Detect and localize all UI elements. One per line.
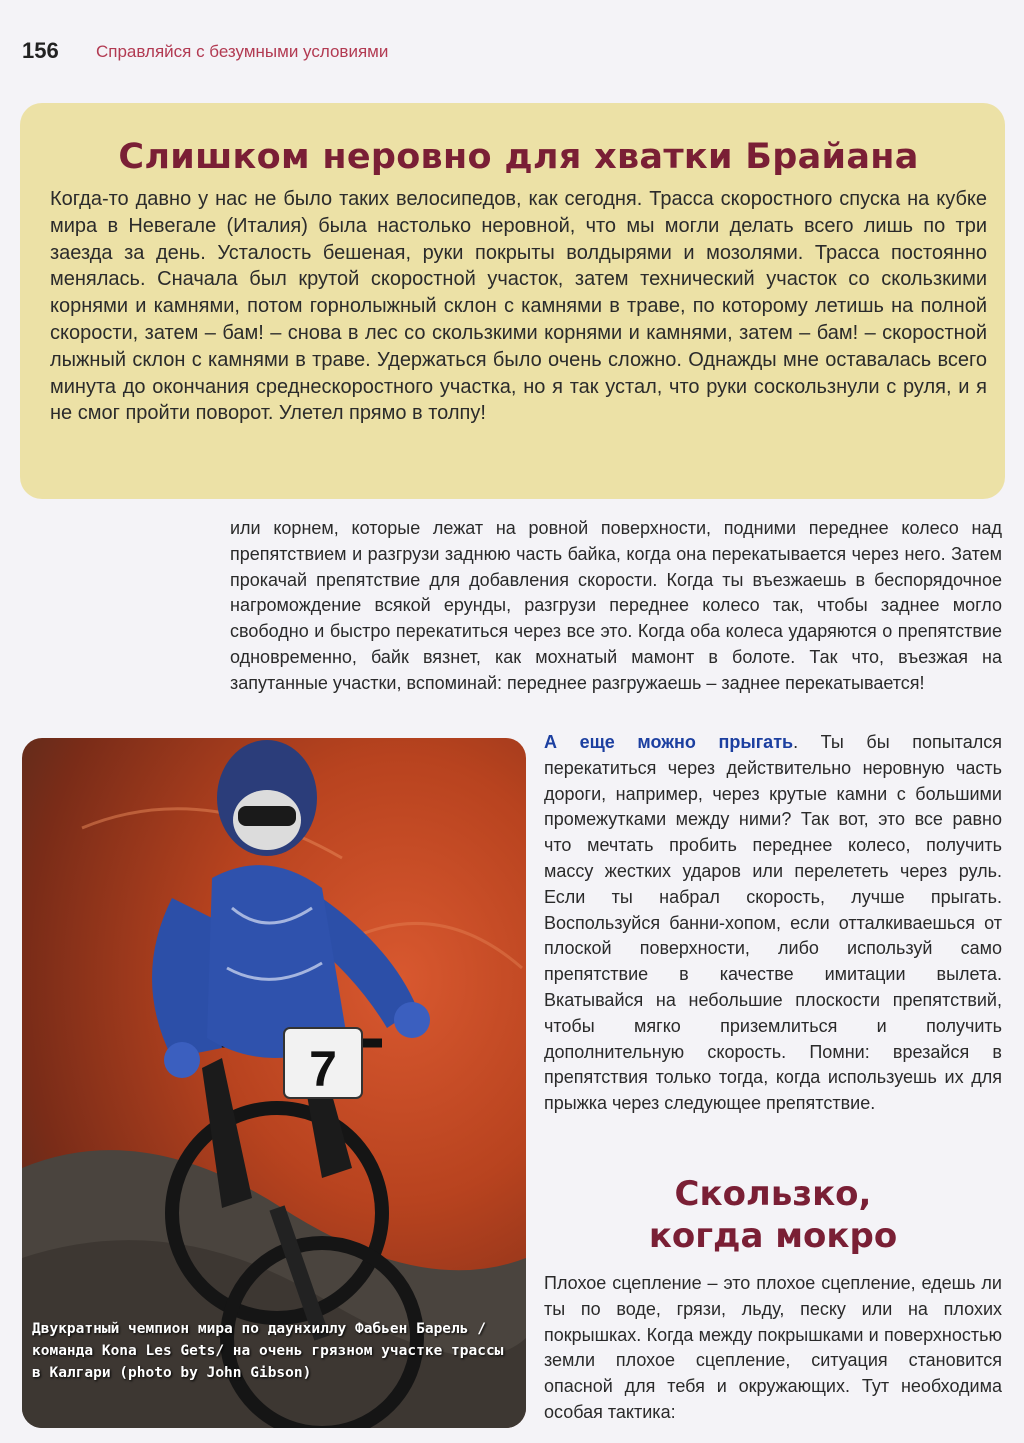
wet-title-line-2: когда мокро [648,1216,898,1256]
sidebar-box [20,103,1005,499]
jump-section-body: . Ты бы попытался перекатиться через действительно неровную часть дороги, например, через крутые камни с большими промежутками между ними? Так вот, это все равно что мечтать пробить переднее колесо, получить массу жестких ударов или перелететь через руль. Если ты набрал скорость, лучше прыгать. Воспользуйся банни-хопом, если отталкиваешься от плоской поверхности, либо используй само препятствие в качестве имитации вылета. Вкатывайся на небольшие плоскости препятствий, чтобы мягко приземлиться и получить дополнительную скорость. Помни: врезайся в препятствия только тогда, когда используешь их для прыжка через следующее препятствие. [544,732,1002,1114]
rider-photo [22,738,526,1428]
jump-section-text [544,730,1002,1117]
running-title: Справляйся с безумными условиями [96,42,389,61]
photo-caption: Двукратный чемпион мира по даунхиллу Фабьен Барель /команда Kona Les Gets/ на очень грязном участке трассы в Калгари (photo by John Gibson) [32,1321,504,1381]
sidebar-title: Слишком неровно для хватки Брайана [118,137,919,177]
main-text-top: или корнем, которые лежат на ровной поверхности, подними переднее колесо над препятствием и разгрузи заднюю часть байка, когда она перекатывается через него. Затем прокачай препятствие для добавления скорости. Когда ты въезжаешь в беспорядочное нагромождение всякой ерунды, разгрузи переднее колесо так, чтобы заднее могло свободно и быстро перекатиться через все это. Когда оба колеса ударяются о препятствие одновременно, байк вязнет, как мохнатый мамонт в болоте. Так что, въезжая на запутанные участки, вспоминай: переднее разгружаешь – заднее перекатывается! [230,518,1002,693]
wet-section-body: Плохое сцепление – это плохое сцепление, едешь ли ты по воде, грязи, льду, песку или на плохих покрышках. Когда между покрышками и поверхностью земли плохое сцепление, ситуация становится опасной для тебя и окружающих. Тут необходима особая тактика: [544,1273,1002,1422]
sidebar-body: Когда-то давно у нас не было таких велосипедов, как сегодня. Трасса скоростного спуска на кубке мира в Невегале (Италия) была настолько неровной, что мы могли делать всего лишь по три заезда за день. Усталость бешеная, руки покрыты волдырями и мозолями. Трасса постоянно менялась. Сначала был крутой скоростной участок, затем технический участок со скользкими корнями и камнями, потом горнолыжный склон с камнями в траве, по которому летишь на полной скорости, затем – бам! – снова в лес со скользкими корнями и камнями, затем – бам! – скоростной лыжный склон с камнями в траве. Удержаться было очень сложно. Однажды мне оставалась всего минута до окончания среднескоростного участка, но я так устал, что руки соскользнули с руля, и я не смог пройти поворот. Улетел прямо в толпу! [50,188,987,425]
wet-section-title [544,1173,1002,1257]
jump-section-lead: А еще можно прыгать [544,732,794,752]
page-number: 156 [22,38,59,63]
page-header [22,36,922,70]
bib-number: 7 [309,1041,337,1097]
wet-title-line-1: Скользко, [674,1174,872,1214]
